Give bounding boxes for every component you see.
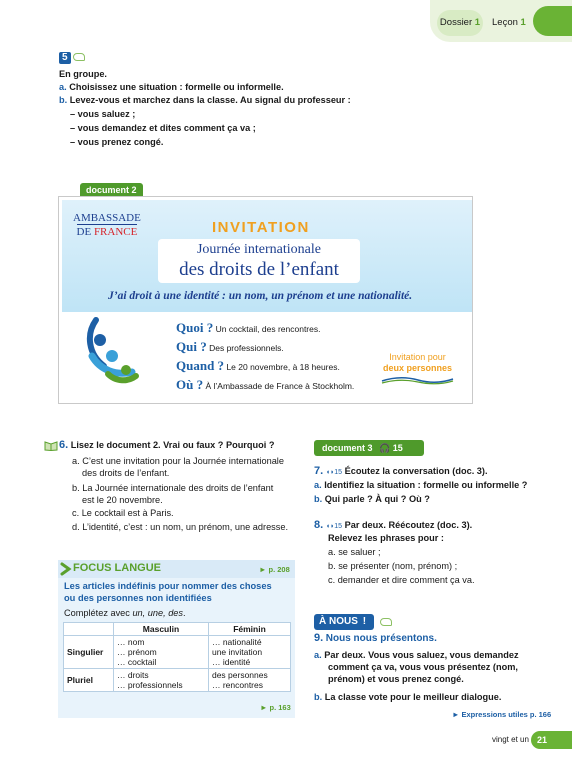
ex8-title: 8. ◖◗15 Par deux. Réécoutez (doc. 3). [314, 519, 473, 531]
ex9-title: 9. Nous nous présentons. [314, 632, 437, 644]
ex5-bullet: – vous demandez et dites comment ça va ; [70, 123, 256, 133]
invitation-quoi: Quoi ? Un cocktail, des rencontres. [176, 320, 321, 335]
ex6-question: 6. Lisez le document 2. Vrai ou faux ? Pourquoi ? [59, 439, 275, 451]
invitation-slogan: J’ai droit à une identité : un nom, un prénom et une nationalité. [108, 290, 413, 302]
page-strip [553, 731, 572, 749]
ex9-b: b. La classe vote pour le meilleur dialogue. [314, 692, 502, 702]
invitation-title: INVITATION [212, 219, 310, 236]
ear-icon [380, 618, 392, 626]
ex6-item: b. La Journée internationale des droits de l’enfant [72, 483, 274, 493]
document-2-tag: document 2 [80, 183, 143, 197]
ex7-title: 7. ◖◗15 Écoutez la conversation (doc. 3). [314, 465, 488, 477]
invitation-persons: Invitation pour deux personnes [383, 352, 453, 373]
invitation-qui: Qui ? Des professionnels. [176, 339, 284, 354]
ex7-b: b. Qui parle ? À qui ? Où ? [314, 494, 430, 504]
ex5-b: b. Levez-vous et marchez dans la classe. Au signal du professeur : [59, 95, 351, 105]
table-cell: … droits … professionnels [114, 669, 209, 692]
book-icon [44, 441, 58, 454]
audio-icon: ◖◗ [325, 523, 335, 530]
ex5-bullet: – vous prenez congé. [70, 137, 164, 147]
dossier-label: Dossier 1 [437, 10, 483, 36]
wave-decoration [380, 375, 455, 385]
focus-instruction: Complétez avec un, une, des. [64, 608, 186, 618]
lecon-label: Leçon 1 [492, 17, 526, 28]
row-header: Singulier [64, 636, 114, 669]
invitation-ou: Où ? À l’Ambassade de France à Stockholm. [176, 377, 355, 392]
page-number: 21 [531, 731, 553, 749]
ex6-item: est le 20 novembre. [82, 495, 163, 505]
ear-icon [73, 53, 85, 61]
a-nous-tag: À NOUS ! [314, 614, 374, 630]
page-number-text: vingt et un [492, 735, 529, 744]
ex5-bullet: – vous saluez ; [70, 109, 136, 119]
exercise-5-number: 5 [59, 52, 85, 64]
audio-icon: ◖◗ [325, 469, 335, 476]
row-header: Pluriel [64, 669, 114, 692]
ex9-a: a. Par deux. Vous vous saluez, vous demandez [314, 650, 519, 660]
focus-ref-link[interactable]: ► p. 208 [259, 565, 290, 574]
table-corner [64, 623, 114, 636]
ex6-item: des droits de l’enfant. [82, 468, 170, 478]
focus-icon [60, 562, 72, 576]
headphones-icon: 🎧 [379, 443, 391, 453]
expressions-link[interactable]: ► Expressions utiles p. 166 [452, 710, 552, 719]
table-header: Masculin [114, 623, 209, 636]
table-cell: … nationalité une invitation … identité [208, 636, 290, 669]
ex8-sub: Relevez les phrases pour : [328, 533, 444, 543]
ex9-a-line: prénom) et vous prenez congé. [328, 674, 464, 684]
ex9-a-line: comment ça va, vous vous présentez (nom, [328, 662, 518, 672]
header-circle [533, 6, 572, 36]
ex6-item: c. Le cocktail est à Paris. [72, 508, 174, 518]
ex5-a: a. Choisissez une situation : formelle ou informelle. [59, 82, 284, 92]
ex8-item: a. se saluer ; [328, 547, 381, 557]
articles-table [63, 622, 291, 692]
ex6-item: a. C’est une invitation pour la Journée internationale [72, 456, 284, 466]
focus-subtitle: Les articles indéfinis pour nommer des choses ou des personnes non identifiées [64, 581, 272, 603]
invitation-quand: Quand ? Le 20 novembre, à 18 heures. [176, 358, 340, 373]
ex6-item: d. L’identité, c’est : un nom, un prénom, une adresse. [72, 522, 289, 532]
ex8-item: b. se présenter (nom, prénom) ; [328, 561, 458, 571]
focus-ref2-link[interactable]: ► p. 163 [260, 703, 291, 712]
invitation-banner: Journée internationale des droits de l’enfant [158, 239, 360, 283]
ex8-item: c. demander et dire comment ça va. [328, 575, 475, 585]
ex5-intro: En groupe. [59, 69, 107, 79]
children-logo [82, 316, 140, 388]
table-cell: des personnes … rencontres [208, 669, 290, 692]
table-header: Féminin [208, 623, 290, 636]
table-cell: … nom … prénom … cocktail [114, 636, 209, 669]
focus-langue-title: FOCUS LANGUE [73, 562, 161, 574]
ambassade-logo: AMBASSADE DE FRANCE [73, 212, 141, 238]
document-3-tag: document 3 🎧 15 [314, 440, 424, 456]
ex7-a: a. Identifiez la situation : formelle ou informelle ? [314, 480, 528, 490]
